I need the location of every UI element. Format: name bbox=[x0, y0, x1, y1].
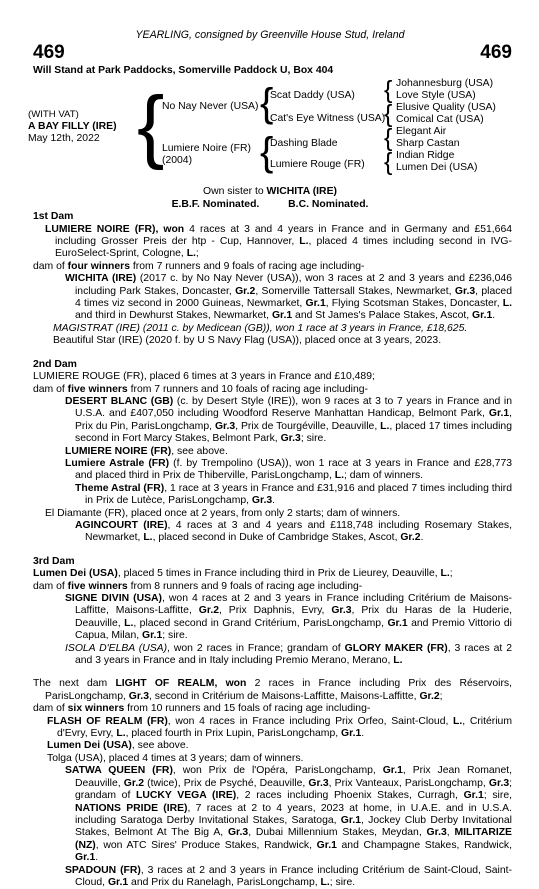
dam-dam: Lumiere Rouge (FR) bbox=[270, 159, 365, 171]
text-run: 2 races in France including Prix des Réservoirs, ParisLongchamp, bbox=[45, 678, 513, 702]
text-run: , see above. bbox=[171, 445, 228, 457]
text-run: , Prix Jean Romanet, Deauville, bbox=[75, 765, 512, 789]
bold-text: DESERT BLANC (GB) bbox=[65, 395, 174, 407]
pedigree-brace: { bbox=[260, 130, 274, 175]
text-run: ; bbox=[439, 690, 443, 702]
pedigree-brace: { bbox=[137, 80, 165, 172]
text-run: , placed 4 times viz second in 2000 Guineas, Newmarket, bbox=[75, 285, 512, 310]
bold-text: Gr.3 bbox=[280, 433, 301, 445]
sire-sire-dam: Love Style (USA) bbox=[396, 90, 476, 102]
text-run: from 8 runners and 9 foals of racing age including- bbox=[127, 580, 363, 592]
bold-text: Gr.3 bbox=[251, 495, 273, 507]
bold-text: SATWA QUEEN (FR) bbox=[65, 765, 173, 777]
bold-text: L. bbox=[116, 728, 126, 740]
bold-text: LUMIERE NOIRE (FR), won bbox=[45, 223, 185, 235]
text-run: dam of bbox=[33, 383, 68, 395]
bold-text: L. bbox=[186, 248, 196, 260]
text-run: (c. by Desert Style (IRE)), won 9 races at 3 to 7 years in France and in U.S.A. and £407,050 including Woodford Reserve Manhattan Handicap, Belmont Park, bbox=[75, 395, 513, 420]
nominations: E.B.F. Nominated. B.C. Nominated. bbox=[171, 198, 369, 210]
text-run: and Champagne Stakes, Randwick, bbox=[336, 839, 512, 851]
bold-text: SPADOUN (FR) bbox=[65, 864, 141, 876]
text-run: and Prix du Ranelagh, ParisLongchamp, bbox=[128, 876, 321, 888]
text-run: , 3 races at 2 and 3 years in France including Critérium de Saint-Cloud, Saint-Cloud, bbox=[75, 864, 512, 888]
fourth-dam-section bbox=[33, 678, 512, 889]
produce-magistrat: MAGISTRAT (IRE) (2011 c. by Medicean (GB)), won 1 race at 3 years in France, £18,625. bbox=[53, 322, 468, 334]
sire-sire: Scat Daddy (USA) bbox=[270, 90, 355, 102]
bold-text: L. bbox=[380, 420, 390, 432]
produce-tolga: Tolga (USA), placed 4 times at 3 years; dam of winners. bbox=[47, 752, 304, 764]
own-sister-line bbox=[28, 186, 512, 198]
bold-text: Gr.3 bbox=[227, 827, 249, 839]
bold-text: five winners bbox=[67, 580, 128, 592]
produce-agincourt bbox=[33, 520, 512, 545]
produce-lumiere-noire bbox=[33, 446, 512, 458]
pedigree-brace: { bbox=[384, 124, 393, 153]
bold-text: Gr.2 bbox=[400, 532, 421, 544]
third-dam-produce bbox=[33, 581, 512, 593]
bold-text: Gr.1 bbox=[316, 839, 337, 851]
produce-theme-astral bbox=[33, 483, 512, 508]
bold-text: Gr.1 bbox=[387, 617, 408, 629]
bold-text: Gr.1 bbox=[488, 408, 510, 420]
bold-text: Gr.3 bbox=[331, 605, 352, 617]
text-run: , 4 races at 3 and 4 years and £118,748 including Rosemary Stakes, Newmarket, bbox=[85, 519, 513, 544]
bold-text: LUMIERE NOIRE (FR) bbox=[65, 445, 172, 457]
bold-text: Gr.2 bbox=[198, 605, 219, 617]
produce-lumiere-astrale bbox=[33, 458, 512, 483]
bold-text: L. bbox=[440, 568, 450, 580]
second-dam-produce bbox=[33, 384, 512, 396]
text-run: , Prix Vanteaux, ParisLongchamp, bbox=[328, 777, 489, 789]
text-run: ; dam of winners. bbox=[343, 470, 424, 482]
bold-text: Gr.1 bbox=[107, 876, 129, 888]
text-run: and Premio Vittorio di Capua, Milan, bbox=[75, 617, 512, 642]
produce-isola-delba bbox=[33, 643, 512, 668]
produce-flash-of-realm bbox=[33, 716, 512, 741]
text-run: ; sire. bbox=[329, 876, 356, 888]
text-run: , Prix de Tourgéville, Deauville, bbox=[235, 420, 381, 432]
produce-satwa-queen bbox=[33, 765, 512, 864]
bold-text: L. bbox=[124, 617, 134, 629]
dam-dam-dam: Lumen Dei (USA) bbox=[396, 162, 478, 174]
first-dam-record bbox=[33, 224, 512, 261]
text-run: , won 4 races in France including Prix Orfeo, Saint-Cloud, bbox=[167, 715, 454, 727]
fourth-dam-record bbox=[33, 678, 512, 703]
pedigree-brace: { bbox=[384, 76, 393, 105]
text-run: The next dam bbox=[33, 678, 116, 690]
text-run: , second in Critérium de Maisons-Laffitte, Maisons-Laffitte, bbox=[148, 690, 420, 702]
text-run: , placed second in Duke of Cambridge Stakes, Ascot, bbox=[152, 532, 401, 544]
text-run: , Dubai Millennium Stakes, Meydan, bbox=[248, 827, 427, 839]
text-run: ; grandam of bbox=[75, 777, 513, 802]
text-run: , Prix Daphnis, Evry, bbox=[218, 605, 332, 617]
text-run: from 7 runners and 9 foals of racing age including- bbox=[130, 260, 365, 272]
third-dam-title: 3rd Dam bbox=[33, 555, 75, 567]
dam-sire-dam: Sharp Castan bbox=[396, 138, 460, 150]
text-run: (2017 c. by No Nay Never (USA)), won 3 races at 2 and 3 years and £236,046 including Park Stakes, Doncaster, bbox=[75, 273, 512, 297]
text-run: . bbox=[95, 852, 99, 864]
text-run: , placed 17 times including second in Fort Marcy Stakes, Belmont Park, bbox=[75, 420, 512, 445]
bold-text: NATIONS PRIDE (IRE) bbox=[75, 802, 188, 814]
text-run: , Prix du Pin, ParisLongchamp, bbox=[75, 408, 512, 432]
text-run: , Flying Scotsman Stakes, Doncaster, bbox=[325, 298, 503, 310]
text-run: . bbox=[492, 310, 496, 322]
text-run: 4 races at 3 and 4 years in France and in Germany and £51,664 including Grosser Preis der htp - Cup, Hannover, bbox=[55, 223, 513, 248]
text-run: (twice), Prix de Psyché, Deauville, bbox=[144, 777, 309, 789]
bold-text: Lumen Dei (USA) bbox=[33, 568, 118, 580]
pedigree-brace: { bbox=[384, 148, 393, 177]
text-run: , see above. bbox=[131, 740, 189, 752]
catalogue-page bbox=[28, 0, 512, 889]
produce-spadoun bbox=[33, 865, 512, 889]
bold-text: L. bbox=[320, 876, 330, 888]
lot-number-right: 469 bbox=[480, 42, 512, 63]
bold-text: GLORY MAKER (FR) bbox=[344, 642, 448, 654]
bold-text: Gr.3 bbox=[488, 777, 510, 789]
bold-text: Gr.3 bbox=[214, 420, 236, 432]
bold-text: Gr.1 bbox=[463, 790, 484, 802]
bold-text: Gr.3 bbox=[128, 690, 149, 702]
bold-text: Gr.1 bbox=[305, 298, 326, 310]
bold-text: Gr.3 bbox=[454, 285, 476, 297]
third-dam-record bbox=[33, 568, 512, 580]
produce-desert-blanc bbox=[33, 396, 512, 446]
bold-text: Gr.1 bbox=[271, 310, 293, 322]
text-run: , won Prix de l'Opéra, ParisLongchamp, bbox=[172, 765, 383, 777]
text-run: dam of bbox=[33, 260, 68, 272]
bold-text: Gr.1 bbox=[75, 852, 96, 864]
pedigree-brace: { bbox=[384, 100, 393, 129]
dam-sire-sire: Elegant Air bbox=[396, 126, 447, 138]
bold-text: , won bbox=[214, 678, 247, 690]
second-dam-section bbox=[33, 359, 512, 545]
bold-text: LUCKY VEGA (IRE) bbox=[136, 790, 237, 802]
dam-dam-sire: Indian Ridge bbox=[396, 150, 455, 162]
text-run: , won 4 races at 2 and 3 years in France including Critérium de Maisons-Laffitte, Maisons-Laffitte, bbox=[75, 593, 512, 617]
pedigree-table bbox=[28, 76, 512, 186]
dam-name: Lumiere Noire (FR) bbox=[162, 143, 251, 155]
second-dam-record: LUMIERE ROUGE (FR), placed 6 times at 3 years in France and £10,489; bbox=[33, 371, 375, 383]
text-run: , Jockey Club Derby Invitational Stakes, Belmont At The Big A, bbox=[75, 814, 512, 839]
bold-text: L. bbox=[299, 236, 309, 248]
text-run: ; sire, bbox=[483, 790, 512, 802]
text-run: ; bbox=[195, 248, 199, 260]
sire-dam: Cat's Eye Witness (USA) bbox=[270, 113, 386, 125]
bold-text: Theme Astral (FR) bbox=[75, 482, 165, 494]
first-dam-section bbox=[33, 211, 512, 347]
bold-text: L. bbox=[393, 655, 403, 667]
bold-text: Gr.1 bbox=[142, 630, 163, 642]
bold-text: Lumiere Astrale (FR) bbox=[65, 457, 170, 469]
horse-name: A BAY FILLY (IRE) bbox=[28, 121, 117, 133]
text-run: , 7 races at 2 to 4 years, 2023 at home, in U.A.E. and in U.S.A. including Saratoga Derby Invitational Stakes, Saratoga, bbox=[75, 802, 512, 826]
bold-text: L. bbox=[502, 298, 512, 310]
text-run: dam of bbox=[33, 580, 68, 592]
text-run: , Critérium d'Evry, Evry, bbox=[57, 715, 512, 740]
bold-text: SIGNE DIVIN (USA) bbox=[65, 593, 162, 604]
bold-text: four winners bbox=[67, 260, 131, 272]
first-dam-produce bbox=[33, 261, 512, 273]
text-run: , placed 4 times including second in IVG-EuroSelect-Sprint, Cologne, bbox=[55, 236, 512, 260]
bold-text: LIGHT OF REALM bbox=[115, 678, 215, 690]
text-run: , placed fourth in Prix Lupin, ParisLongchamp, bbox=[125, 728, 342, 740]
sire-name: No Nay Never (USA) bbox=[162, 101, 259, 113]
bold-text: L. bbox=[453, 715, 463, 727]
pedigree-brace: { bbox=[260, 81, 274, 126]
text-run: Own sister to bbox=[203, 186, 267, 198]
text-run: from 10 runners and 15 foals of racing age including- bbox=[124, 703, 371, 715]
bold-text: Gr.1 bbox=[340, 814, 361, 826]
text-run: dam of bbox=[33, 703, 68, 715]
text-run: , won ATC Sires' Produce Stakes, Randwick, bbox=[95, 839, 317, 851]
text-run: , won 2 races in France; grandam of bbox=[167, 642, 345, 654]
text-run: , Prix du Haras de la Huderie, Deauville, bbox=[75, 605, 512, 629]
bold-text: Gr.1 bbox=[341, 728, 362, 740]
text-run: , bbox=[446, 827, 455, 839]
italic-text: ISOLA D'ELBA (USA) bbox=[65, 642, 168, 654]
bold-text: MILITARIZE (NZ) bbox=[75, 827, 512, 851]
fourth-dam-produce bbox=[33, 703, 512, 715]
text-run: . bbox=[420, 532, 424, 544]
bold-text: L. bbox=[334, 470, 344, 482]
text-run: , Somerville Tattersall Stakes, Newmarket, bbox=[255, 285, 455, 297]
bold-text: Gr.2 bbox=[235, 285, 256, 297]
foaling-date: May 12th, 2022 bbox=[28, 133, 100, 145]
bold-text: Lumen Dei (USA) bbox=[47, 740, 132, 752]
text-run: . bbox=[361, 728, 365, 740]
text-run: , 2 races including Phoenix Stakes, Curragh, bbox=[236, 790, 464, 802]
produce-signe-divin bbox=[33, 593, 512, 643]
bold-text: five winners bbox=[67, 383, 128, 395]
text-run: ; sire. bbox=[162, 630, 188, 642]
produce-lumen-dei bbox=[33, 740, 512, 752]
stabling-location: Will Stand at Park Paddocks, Somerville Paddock U, Box 404 bbox=[33, 65, 334, 76]
first-dam-title: 1st Dam bbox=[33, 211, 74, 223]
text-run: ; bbox=[449, 568, 453, 580]
text-run: (f. by Trempolino (USA)), won 1 race at 3 years in France and £28,773 and placed third in Prix de Thiberville, ParisLongchamp, bbox=[75, 457, 513, 482]
text-run: , placed 5 times in France including third in Prix de Lieurey, Deauville, bbox=[117, 568, 441, 580]
bold-text: Gr.1 bbox=[382, 765, 403, 777]
bold-text: Gr.2 bbox=[123, 777, 144, 789]
text-run: and third in Dewhurst Stakes, Newmarket, bbox=[75, 310, 272, 322]
bold-text: Gr.2 bbox=[419, 690, 440, 702]
consignor-header: YEARLING, consigned by Greenville House Stud, Ireland bbox=[135, 29, 405, 41]
bold-text: WICHITA (IRE) bbox=[65, 273, 137, 285]
text-run: , placed second in Grand Critérium, ParisLongchamp, bbox=[133, 617, 388, 629]
text-run: from 7 runners and 10 foals of racing age including- bbox=[127, 383, 368, 395]
bold-text: Gr.3 bbox=[426, 827, 447, 839]
text-run: . bbox=[272, 495, 276, 507]
bold-text: Gr.3 bbox=[308, 777, 329, 789]
bold-text: FLASH OF REALM (FR) bbox=[47, 715, 168, 727]
text-run: and St James's Palace Stakes, Ascot, bbox=[292, 310, 473, 322]
second-dam-title: 2nd Dam bbox=[33, 358, 77, 370]
produce-wichita bbox=[33, 273, 512, 323]
third-dam-section bbox=[33, 556, 512, 668]
dam-sire: Dashing Blade bbox=[270, 138, 338, 150]
bold-text: six winners bbox=[67, 703, 125, 715]
produce-el-diamante: El Diamante (FR), placed once at 2 years, from only 2 starts; dam of winners. bbox=[45, 507, 401, 519]
sire-sire-sire: Johannesburg (USA) bbox=[396, 78, 494, 90]
lot-number-left: 469 bbox=[33, 42, 65, 63]
text-run: , 1 race at 3 years in France and £31,916 and placed 7 times including third in Prix de Lutèce, ParisLongchamp, bbox=[85, 482, 512, 507]
text-run: , 3 races at 2 and 3 years in France and in Italy including Premio Merano, Merano, bbox=[75, 642, 512, 667]
bold-text: AGINCOURT (IRE) bbox=[75, 519, 168, 531]
vat-label: (WITH VAT) bbox=[28, 109, 79, 121]
sire-dam-dam: Comical Cat (USA) bbox=[396, 114, 484, 126]
lot-number-row bbox=[28, 43, 512, 64]
sire-dam-sire: Elusive Quality (USA) bbox=[396, 102, 496, 114]
dam-year: (2004) bbox=[162, 155, 193, 167]
bold-text: Gr.1 bbox=[472, 310, 493, 322]
bold-text: L. bbox=[143, 532, 153, 544]
text-run: ; sire. bbox=[300, 433, 327, 445]
produce-beautiful-star: Beautiful Star (IRE) (2020 f. by U S Navy Flag (USA)), placed once at 3 years, 2023. bbox=[53, 335, 442, 347]
bold-text: WICHITA (IRE) bbox=[266, 186, 337, 198]
